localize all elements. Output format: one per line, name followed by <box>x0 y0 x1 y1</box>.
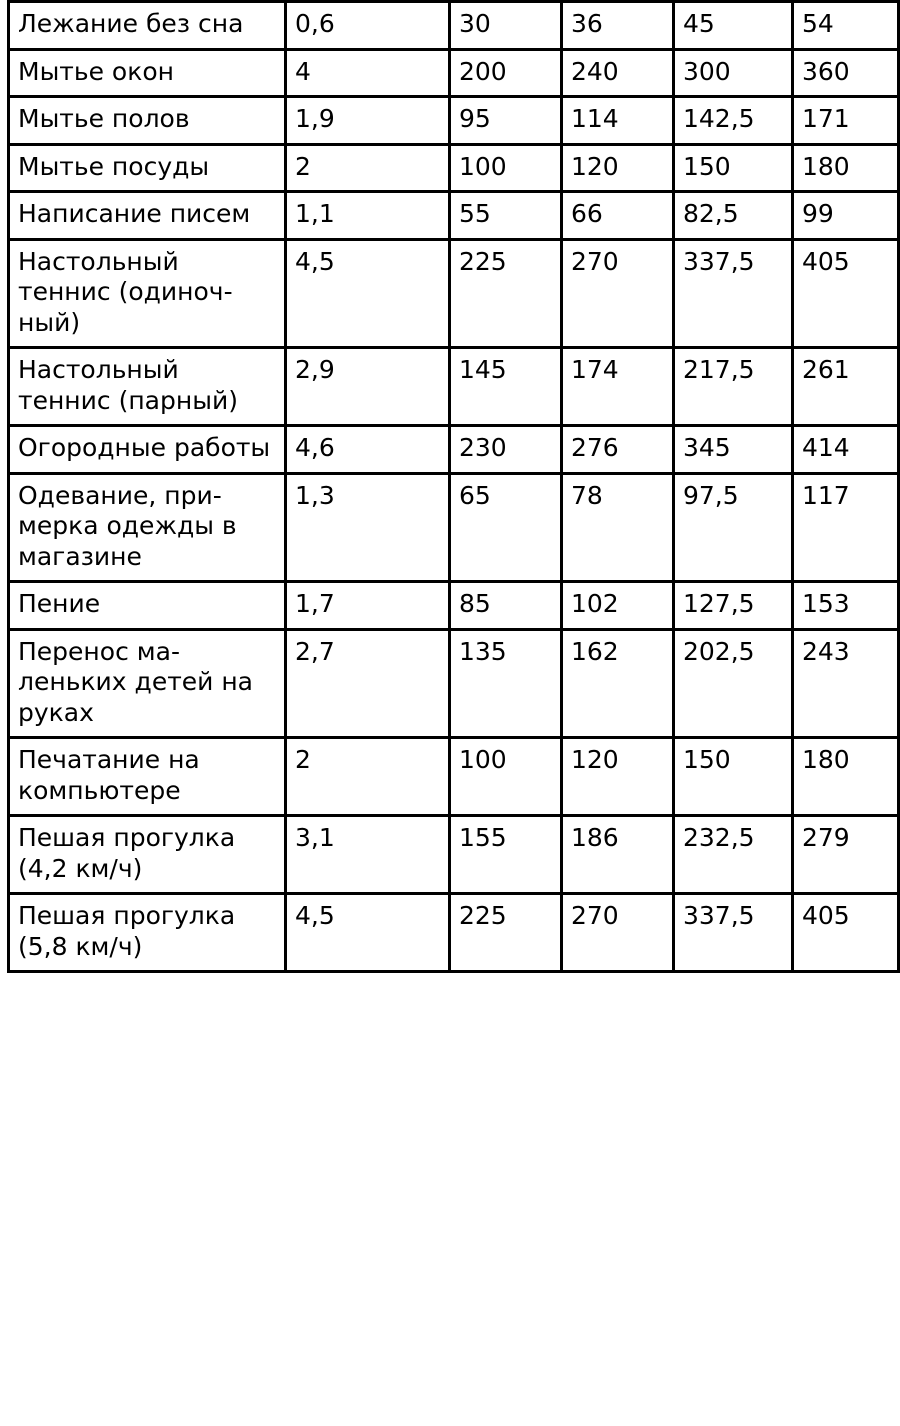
table-row <box>9 348 899 426</box>
value-cell-2: 145 <box>450 348 562 426</box>
value-cell-5: 153 <box>793 582 899 630</box>
table-row <box>9 816 899 894</box>
value-cell-4: 300 <box>674 49 793 97</box>
table-row <box>9 239 899 348</box>
value-cell-2: 65 <box>450 473 562 582</box>
table-row <box>9 473 899 582</box>
value-cell-3: 36 <box>562 2 674 50</box>
activity-name-cell: Написание писем <box>9 192 286 240</box>
table-body <box>9 2 899 972</box>
activity-name-cell: Пение <box>9 582 286 630</box>
value-cell-5: 171 <box>793 97 899 145</box>
table-row <box>9 192 899 240</box>
value-cell-1: 2,9 <box>286 348 450 426</box>
value-cell-1: 4 <box>286 49 450 97</box>
value-cell-5: 180 <box>793 738 899 816</box>
value-cell-5: 180 <box>793 144 899 192</box>
value-cell-3: 162 <box>562 629 674 738</box>
activity-name-cell: Лежание без сна <box>9 2 286 50</box>
value-cell-1: 4,5 <box>286 894 450 972</box>
value-cell-4: 202,5 <box>674 629 793 738</box>
activity-name-cell: Настольный теннис (парный) <box>9 348 286 426</box>
value-cell-3: 114 <box>562 97 674 145</box>
value-cell-3: 66 <box>562 192 674 240</box>
table-row <box>9 144 899 192</box>
value-cell-4: 97,5 <box>674 473 793 582</box>
value-cell-4: 142,5 <box>674 97 793 145</box>
value-cell-1: 1,1 <box>286 192 450 240</box>
value-cell-1: 2,7 <box>286 629 450 738</box>
value-cell-1: 4,6 <box>286 426 450 474</box>
value-cell-3: 78 <box>562 473 674 582</box>
value-cell-2: 135 <box>450 629 562 738</box>
value-cell-2: 100 <box>450 144 562 192</box>
value-cell-5: 243 <box>793 629 899 738</box>
activity-name-cell: Пешая прогулка (5,8 км/ч) <box>9 894 286 972</box>
value-cell-4: 45 <box>674 2 793 50</box>
value-cell-4: 337,5 <box>674 894 793 972</box>
value-cell-1: 2 <box>286 144 450 192</box>
table-row <box>9 2 899 50</box>
activity-energy-table <box>7 0 900 973</box>
value-cell-5: 405 <box>793 894 899 972</box>
value-cell-1: 1,7 <box>286 582 450 630</box>
value-cell-2: 100 <box>450 738 562 816</box>
activity-name-cell: Перенос маленьких детей на руках <box>9 629 286 738</box>
value-cell-4: 232,5 <box>674 816 793 894</box>
activity-name-cell: Огородные работы <box>9 426 286 474</box>
value-cell-3: 270 <box>562 894 674 972</box>
value-cell-3: 102 <box>562 582 674 630</box>
value-cell-3: 120 <box>562 738 674 816</box>
activity-name-cell: Настольный теннис (одиночный) <box>9 239 286 348</box>
value-cell-1: 2 <box>286 738 450 816</box>
value-cell-4: 127,5 <box>674 582 793 630</box>
value-cell-4: 345 <box>674 426 793 474</box>
table-row <box>9 426 899 474</box>
value-cell-3: 240 <box>562 49 674 97</box>
value-cell-5: 279 <box>793 816 899 894</box>
value-cell-2: 200 <box>450 49 562 97</box>
value-cell-3: 270 <box>562 239 674 348</box>
table-row <box>9 97 899 145</box>
value-cell-5: 54 <box>793 2 899 50</box>
value-cell-1: 1,3 <box>286 473 450 582</box>
table-row <box>9 738 899 816</box>
value-cell-5: 405 <box>793 239 899 348</box>
activity-name-cell: Пешая прогулка (4,2 км/ч) <box>9 816 286 894</box>
value-cell-5: 117 <box>793 473 899 582</box>
value-cell-1: 3,1 <box>286 816 450 894</box>
activity-name-cell: Мытье посуды <box>9 144 286 192</box>
activity-name-cell: Одевание, примерка одежды в магазине <box>9 473 286 582</box>
value-cell-3: 276 <box>562 426 674 474</box>
value-cell-5: 414 <box>793 426 899 474</box>
activity-name-cell: Мытье полов <box>9 97 286 145</box>
value-cell-4: 150 <box>674 738 793 816</box>
value-cell-1: 4,5 <box>286 239 450 348</box>
value-cell-2: 55 <box>450 192 562 240</box>
value-cell-4: 82,5 <box>674 192 793 240</box>
value-cell-4: 217,5 <box>674 348 793 426</box>
value-cell-2: 30 <box>450 2 562 50</box>
value-cell-2: 155 <box>450 816 562 894</box>
value-cell-1: 0,6 <box>286 2 450 50</box>
value-cell-5: 261 <box>793 348 899 426</box>
table-row <box>9 49 899 97</box>
table-row <box>9 894 899 972</box>
value-cell-2: 225 <box>450 894 562 972</box>
value-cell-4: 150 <box>674 144 793 192</box>
value-cell-4: 337,5 <box>674 239 793 348</box>
value-cell-2: 95 <box>450 97 562 145</box>
value-cell-3: 174 <box>562 348 674 426</box>
value-cell-1: 1,9 <box>286 97 450 145</box>
value-cell-2: 225 <box>450 239 562 348</box>
value-cell-5: 99 <box>793 192 899 240</box>
value-cell-2: 85 <box>450 582 562 630</box>
value-cell-3: 120 <box>562 144 674 192</box>
table-row <box>9 629 899 738</box>
value-cell-2: 230 <box>450 426 562 474</box>
activity-name-cell: Печатание на компьютере <box>9 738 286 816</box>
value-cell-5: 360 <box>793 49 899 97</box>
activity-name-cell: Мытье окон <box>9 49 286 97</box>
table-row <box>9 582 899 630</box>
value-cell-3: 186 <box>562 816 674 894</box>
